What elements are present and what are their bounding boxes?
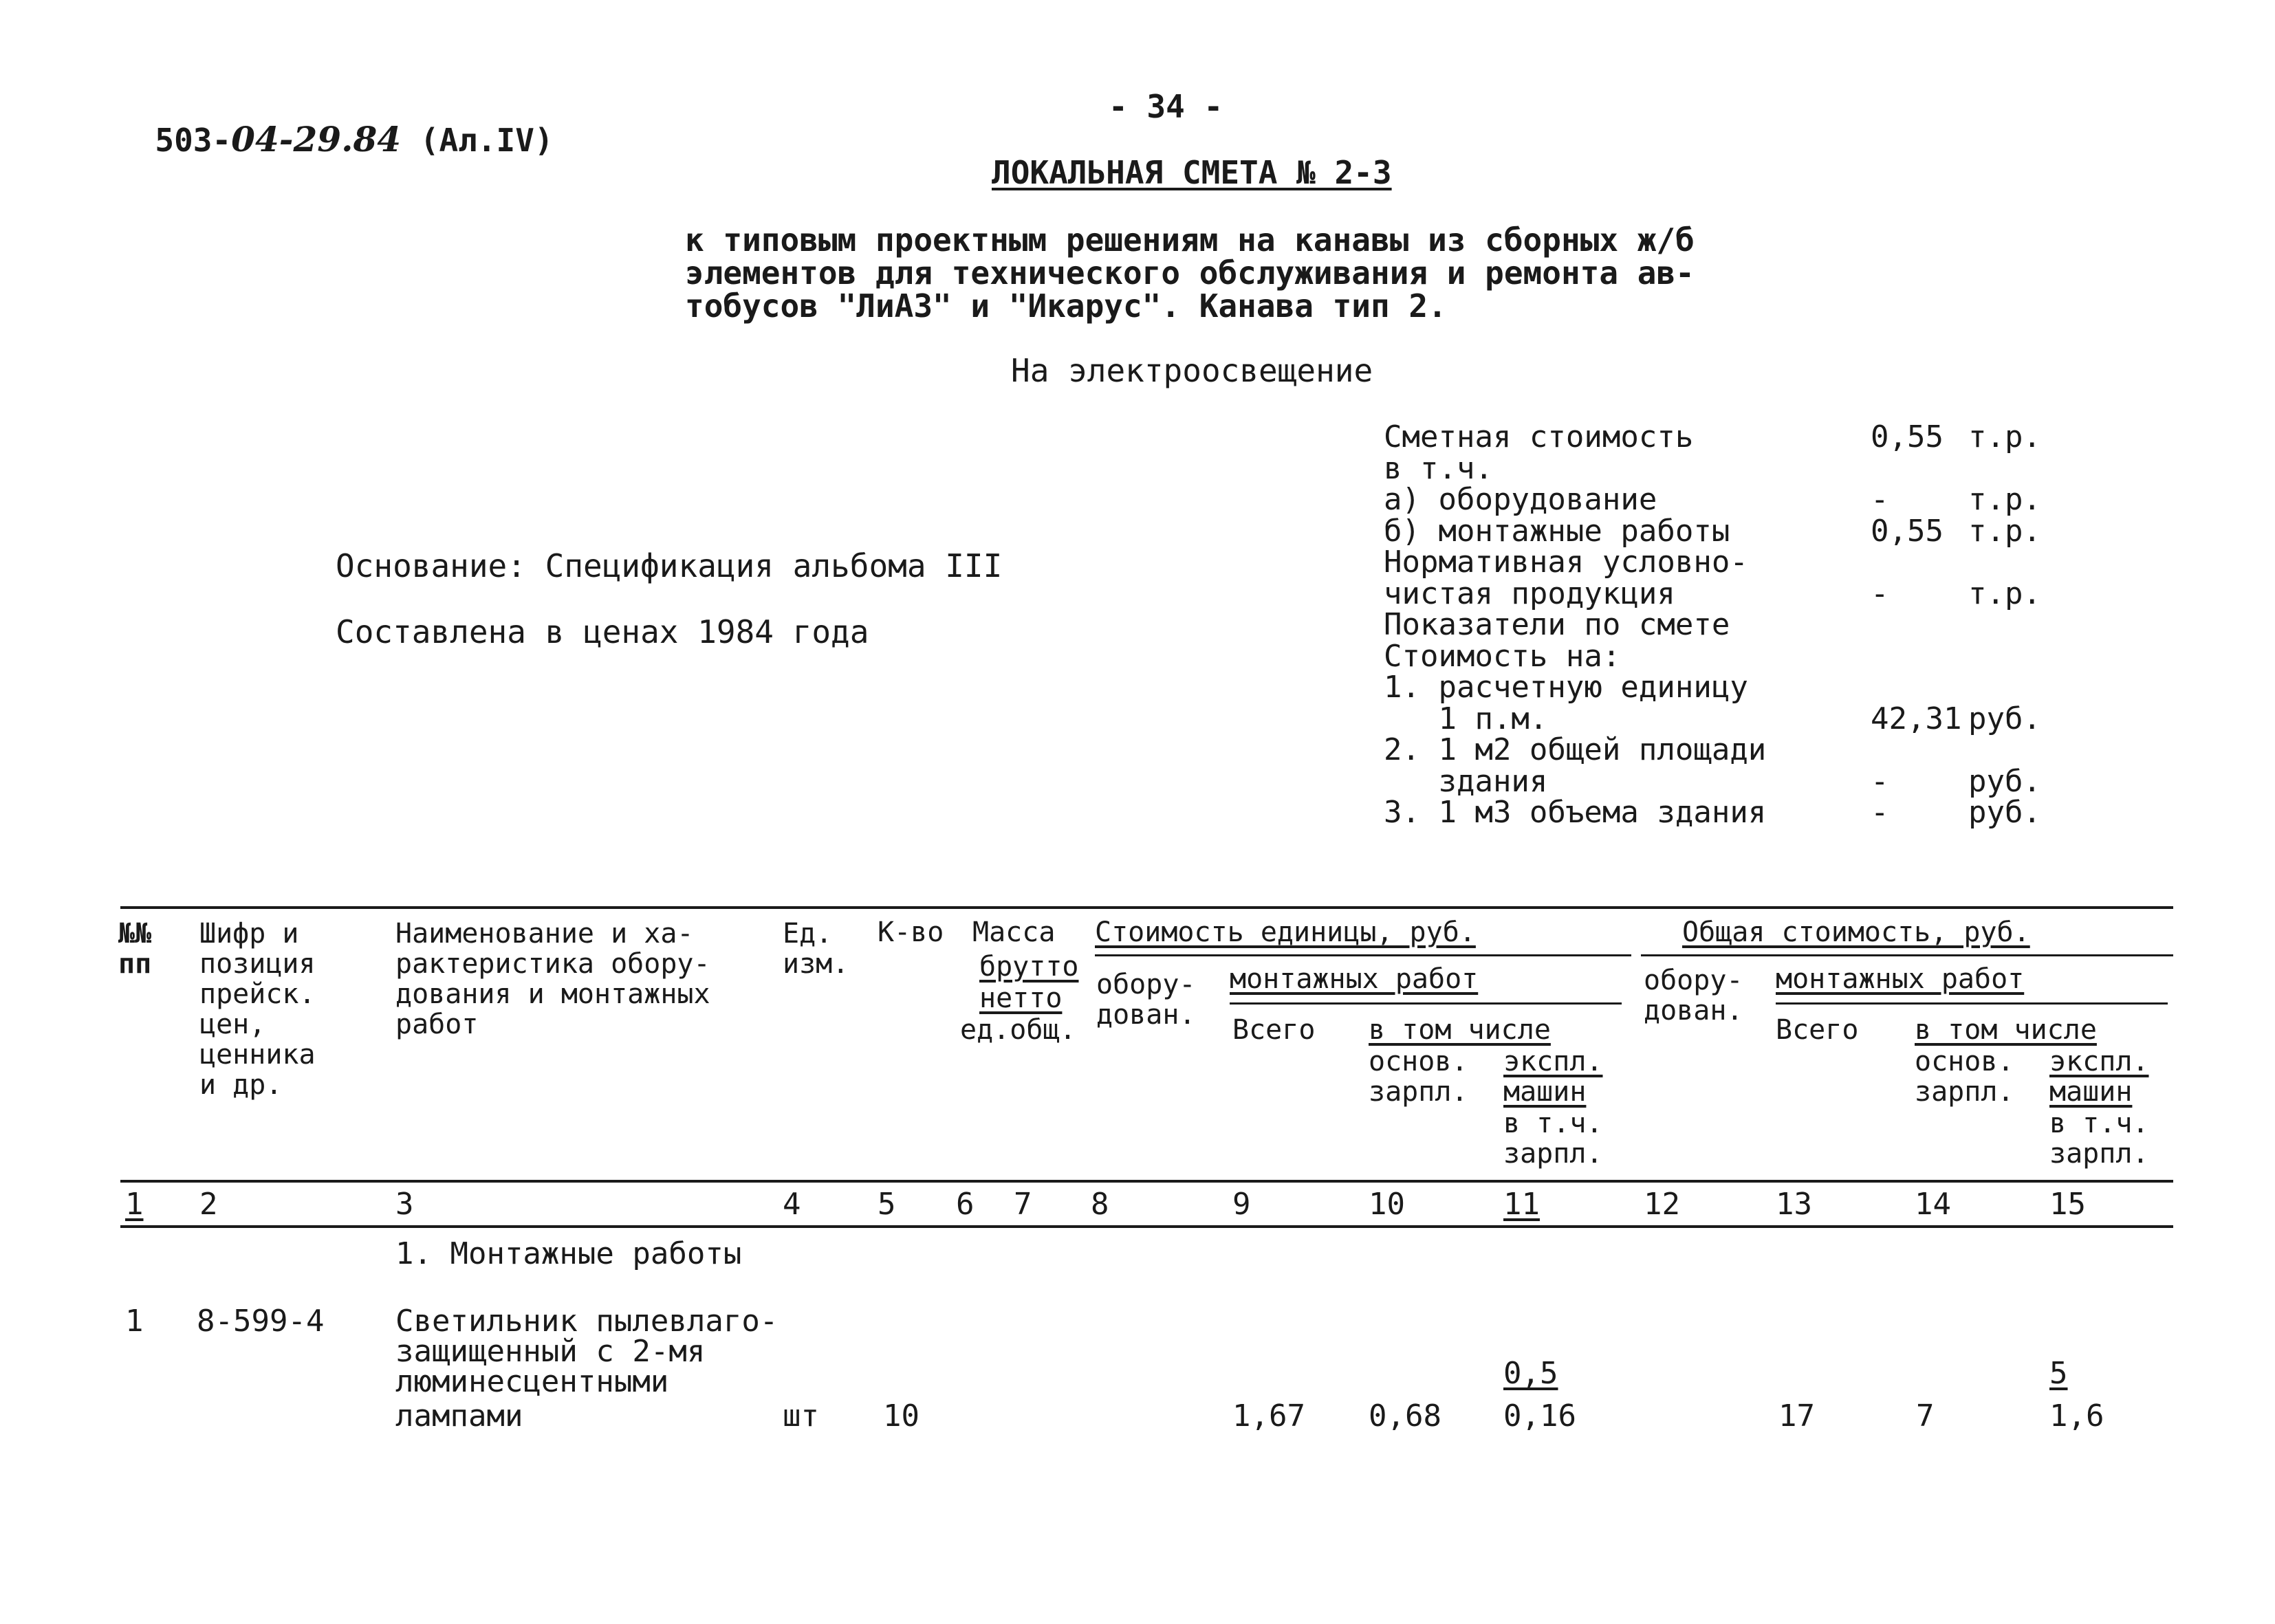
summary-value: 0,55 — [1871, 514, 1944, 549]
header-mass-unit-total: ед.общ. — [960, 1014, 1076, 1046]
document-code-prefix: 503- — [155, 122, 232, 159]
row-number: 1 — [125, 1304, 144, 1339]
header-mass: Масса — [972, 917, 1056, 948]
row-unit-machines-top: 0,5 — [1503, 1356, 1558, 1391]
header-unit-equipment: обору- дован. — [1096, 969, 1196, 1031]
summary-label: 3. 1 м3 объема здания — [1384, 795, 1767, 830]
row-name-line: лампами — [395, 1398, 523, 1434]
header-general-equipment: обору- дован. — [1644, 965, 1743, 1027]
column-number: 4 — [783, 1187, 801, 1222]
summary-label: а) оборудование — [1384, 482, 1657, 517]
summary-label: Сметная стоимость — [1384, 419, 1694, 454]
summary-value: - — [1871, 576, 1889, 611]
column-number: 9 — [1232, 1187, 1251, 1222]
summary-label: Нормативная условно- — [1384, 545, 1748, 580]
summary-label: 2. 1 м2 общей площади — [1384, 732, 1767, 767]
table-top-rule — [120, 906, 2173, 909]
general-cost-rule — [1641, 954, 2173, 956]
column-number: 12 — [1644, 1187, 1680, 1222]
document-code-handwritten: 04-29.84 — [231, 119, 402, 160]
summary-value: - — [1871, 764, 1889, 799]
column-numbers-bottom-rule — [120, 1225, 2173, 1228]
summary-label: в т.ч. — [1384, 451, 1493, 486]
summary-label: 1 п.м. — [1384, 701, 1548, 736]
row-name-line: люминесцентными — [395, 1364, 669, 1399]
column-number: 3 — [395, 1187, 414, 1222]
row-unit: шт — [783, 1398, 819, 1434]
estimate-title: ЛОКАЛЬНАЯ СМЕТА № 2-3 — [992, 154, 1392, 191]
row-general-machines-top: 5 — [2049, 1356, 2068, 1391]
row-general-total: 17 — [1778, 1398, 1815, 1434]
header-col-unit: Ед. изм. — [783, 918, 849, 980]
summary-unit: т.р. — [1968, 514, 2041, 549]
row-general-base-salary: 7 — [1916, 1398, 1935, 1434]
column-number: 5 — [878, 1187, 896, 1222]
row-code: 8-599-4 — [197, 1304, 325, 1339]
header-general-machines-salary: в т.ч. зарпл. — [2049, 1108, 2149, 1170]
header-unit-mounting: монтажных работ — [1230, 963, 1479, 995]
header-mass-brutto: брутто — [979, 951, 1079, 983]
page-number: - 34 - — [1109, 88, 1223, 125]
summary-unit: т.р. — [1968, 419, 2041, 454]
row-quantity: 10 — [883, 1398, 919, 1434]
header-col-num: №№ пп — [118, 918, 152, 980]
summary-value: 0,55 — [1871, 419, 1944, 454]
header-general-machines: экспл. машин — [2049, 1046, 2149, 1108]
column-number: 1 — [125, 1187, 144, 1222]
summary-unit: т.р. — [1968, 576, 2041, 611]
basis-prices: Составлена в ценах 1984 года — [336, 613, 869, 650]
subtitle-line: элементов для технического обслуживания и ремонта ав- — [685, 254, 1695, 292]
summary-label: Стоимость на: — [1384, 639, 1621, 674]
row-name-line: защищенный с 2-мя — [395, 1334, 706, 1369]
general-mounting-rule — [1776, 1002, 2168, 1005]
estimate-purpose: На электроосвещение — [1011, 352, 1373, 389]
header-mass-netto: нетто — [979, 983, 1063, 1014]
section-title: 1. Монтажные работы — [395, 1236, 742, 1271]
row-unit-total: 1,67 — [1232, 1398, 1305, 1434]
header-col-qty: К-во — [878, 917, 944, 948]
column-number: 11 — [1503, 1187, 1540, 1222]
column-number: 8 — [1091, 1187, 1109, 1222]
summary-unit: руб. — [1968, 701, 2041, 736]
header-unit-including: в том числе — [1369, 1014, 1551, 1046]
header-unit-machines-salary: в т.ч. зарпл. — [1503, 1108, 1603, 1170]
header-general-base-salary: основ. зарпл. — [1915, 1046, 2014, 1108]
column-number: 14 — [1915, 1187, 1951, 1222]
header-unit-cost: Стоимость единицы, руб. — [1095, 917, 1476, 948]
basis-foundation: Основание: Спецификация альбома III — [336, 547, 1003, 584]
row-general-machines: 1,6 — [2049, 1398, 2104, 1434]
summary-label: б) монтажные работы — [1384, 514, 1730, 549]
header-general-cost: Общая стоимость, руб. — [1682, 917, 2030, 948]
column-number: 7 — [1014, 1187, 1032, 1222]
summary-value: - — [1871, 795, 1889, 830]
subtitle-line: к типовым проектным решениям на канавы из сборных ж/б — [685, 221, 1695, 259]
summary-label: Показатели по смете — [1384, 607, 1730, 642]
document-code-suffix: (Ал.IV) — [420, 122, 554, 159]
row-unit-machines: 0,16 — [1503, 1398, 1576, 1434]
header-bottom-rule — [120, 1180, 2173, 1183]
header-general-total: Всего — [1776, 1014, 1859, 1046]
header-unit-base-salary: основ. зарпл. — [1369, 1046, 1468, 1108]
unit-mounting-rule — [1230, 1002, 1622, 1005]
column-number: 2 — [199, 1187, 218, 1222]
summary-label: 1. расчетную единицу — [1384, 670, 1748, 705]
header-unit-machines: экспл. машин — [1503, 1046, 1603, 1108]
subtitle-line: тобусов "ЛиАЗ" и "Икарус". Канава тип 2. — [685, 287, 1447, 325]
column-number: 6 — [956, 1187, 975, 1222]
summary-unit: руб. — [1968, 795, 2041, 830]
document-code — [117, 91, 554, 160]
unit-cost-rule — [1095, 954, 1631, 956]
column-number: 10 — [1369, 1187, 1405, 1222]
header-col-name: Наименование и ха- рактеристика обору- дования и монтажных работ — [395, 918, 710, 1040]
header-unit-total: Всего — [1232, 1014, 1316, 1046]
column-number: 15 — [2049, 1187, 2086, 1222]
summary-unit: т.р. — [1968, 482, 2041, 517]
row-name-line: Светильник пылевлаго- — [395, 1304, 779, 1339]
header-col-code: Шифр и позиция прейск. цен, ценника и др. — [199, 918, 316, 1101]
header-general-including: в том числе — [1915, 1014, 2097, 1046]
summary-unit: руб. — [1968, 764, 2041, 799]
row-unit-base-salary: 0,68 — [1369, 1398, 1441, 1434]
summary-label: чистая продукция — [1384, 576, 1675, 611]
header-general-mounting: монтажных работ — [1776, 963, 2025, 995]
column-number: 13 — [1776, 1187, 1812, 1222]
summary-value: - — [1871, 482, 1889, 517]
summary-label: здания — [1384, 764, 1548, 799]
summary-value: 42,31 — [1871, 701, 1962, 736]
